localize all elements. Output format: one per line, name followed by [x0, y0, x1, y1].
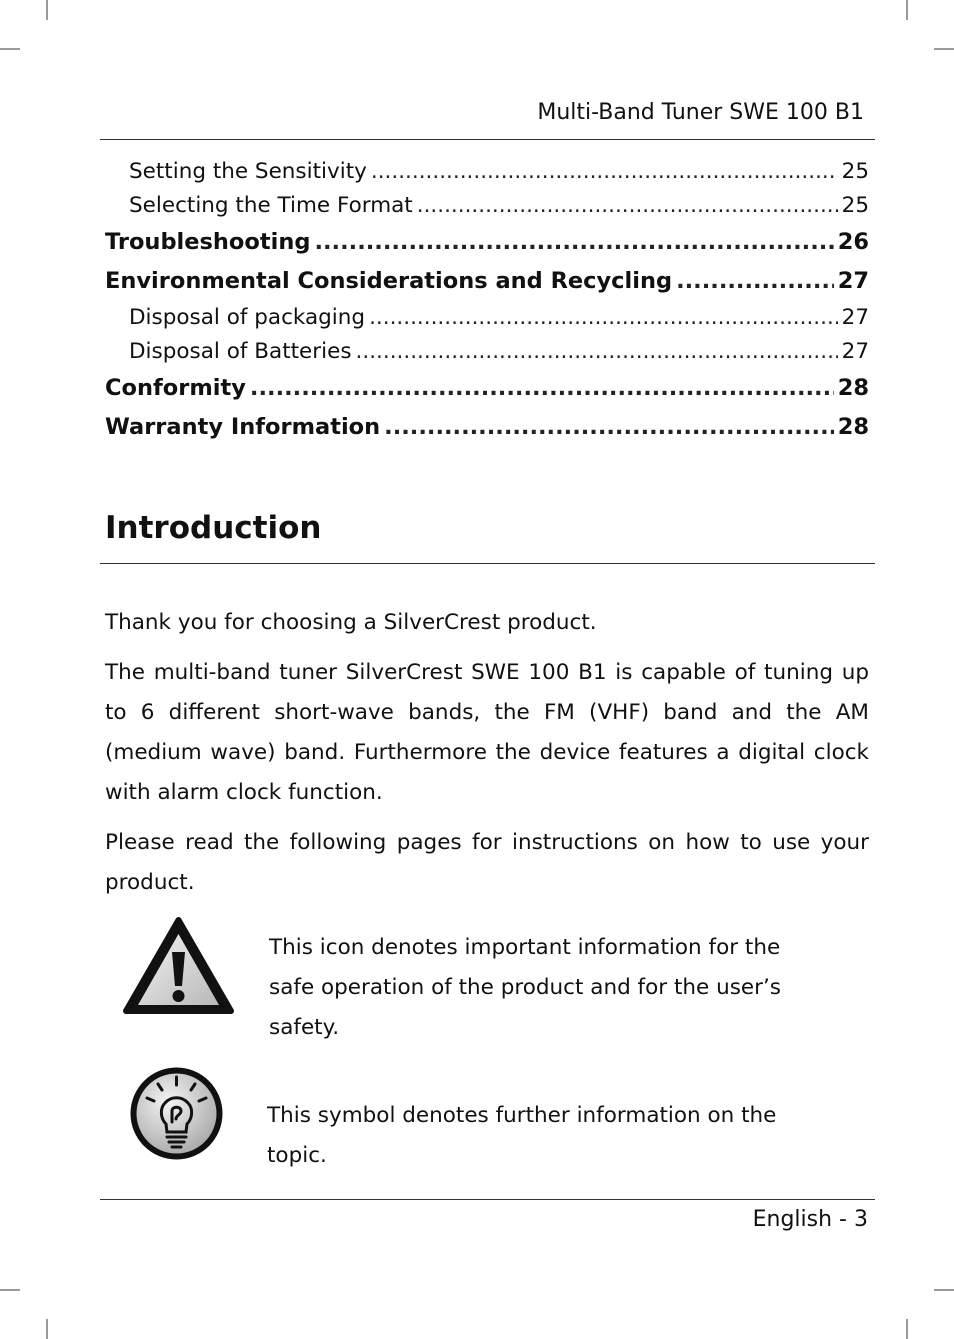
crop-mark: [934, 48, 954, 50]
toc-entry[interactable]: [105, 369, 869, 408]
toc-leader: [417, 189, 838, 223]
toc-leader: [384, 408, 834, 447]
crop-mark: [0, 1289, 20, 1291]
info-notice-text: This symbol denotes further information on the topic.: [267, 1103, 777, 1168]
toc-entry[interactable]: [105, 189, 869, 223]
toc-entry-page: 25: [841, 159, 869, 184]
toc-entry[interactable]: [105, 262, 869, 301]
info-notice: [100, 1062, 870, 1167]
table-of-contents: [105, 155, 869, 447]
section-rule: [100, 563, 875, 564]
toc-entry-page: 25: [841, 193, 869, 218]
header-rule: [100, 139, 875, 140]
warning-triangle-icon: [122, 916, 235, 1020]
intro-paragraph: Thank you for choosing a SilverCrest product.: [105, 610, 597, 635]
toc-entry-label: Selecting the Time Format: [129, 193, 413, 218]
toc-leader: [676, 262, 834, 301]
intro-paragraph: Please read the following pages for instructions on how to use your product.: [105, 830, 869, 895]
toc-entry[interactable]: [105, 223, 869, 262]
toc-leader: [250, 369, 834, 408]
toc-entry-page: 27: [841, 305, 869, 330]
introduction-body: [105, 603, 869, 913]
section-title: Introduction: [105, 510, 322, 546]
toc-entry-page: 28: [837, 414, 869, 440]
crop-mark: [906, 0, 908, 20]
crop-mark: [934, 1289, 954, 1291]
footer-rule: [100, 1199, 875, 1200]
page-footer: English - 3: [752, 1207, 868, 1232]
toc-entry-label: Conformity: [105, 375, 246, 401]
crop-mark: [46, 0, 48, 20]
crop-mark: [46, 1319, 48, 1339]
lightbulb-icon: [127, 1064, 226, 1167]
running-header: Multi-Band Tuner SWE 100 B1: [537, 100, 864, 125]
toc-entry-label: Setting the Sensitivity: [129, 159, 367, 184]
toc-entry[interactable]: [105, 155, 869, 189]
toc-leader: [369, 301, 838, 335]
toc-entry-page: 28: [837, 375, 869, 401]
toc-entry-page: 27: [837, 268, 869, 294]
toc-entry[interactable]: [105, 301, 869, 335]
toc-leader: [371, 155, 838, 189]
warning-notice: [100, 915, 870, 1040]
toc-entry-label: Troubleshooting: [105, 229, 311, 255]
intro-paragraph: The multi-band tuner SilverCrest SWE 100 B1 is capable of tuning up to 6 different short-wave bands, the FM (VHF) band and the AM (medium wave) band. Furthermore the device features a digital clock with alarm clock function.: [105, 660, 869, 805]
toc-entry-label: Warranty Information: [105, 414, 381, 440]
toc-entry[interactable]: [105, 408, 869, 447]
crop-mark: [0, 48, 20, 50]
toc-leader: [356, 335, 838, 369]
toc-entry[interactable]: [105, 335, 869, 369]
toc-entry-page: 26: [837, 229, 869, 255]
toc-entry-page: 27: [841, 339, 869, 364]
toc-leader: [314, 223, 833, 262]
crop-mark: [906, 1319, 908, 1339]
toc-entry-label: Disposal of Batteries: [129, 339, 352, 364]
warning-notice-text: This icon denotes important information for the safe operation of the product and for the user’s safety.: [269, 935, 782, 1040]
toc-entry-label: Environmental Considerations and Recycling: [105, 268, 673, 294]
toc-entry-label: Disposal of packaging: [129, 305, 366, 330]
